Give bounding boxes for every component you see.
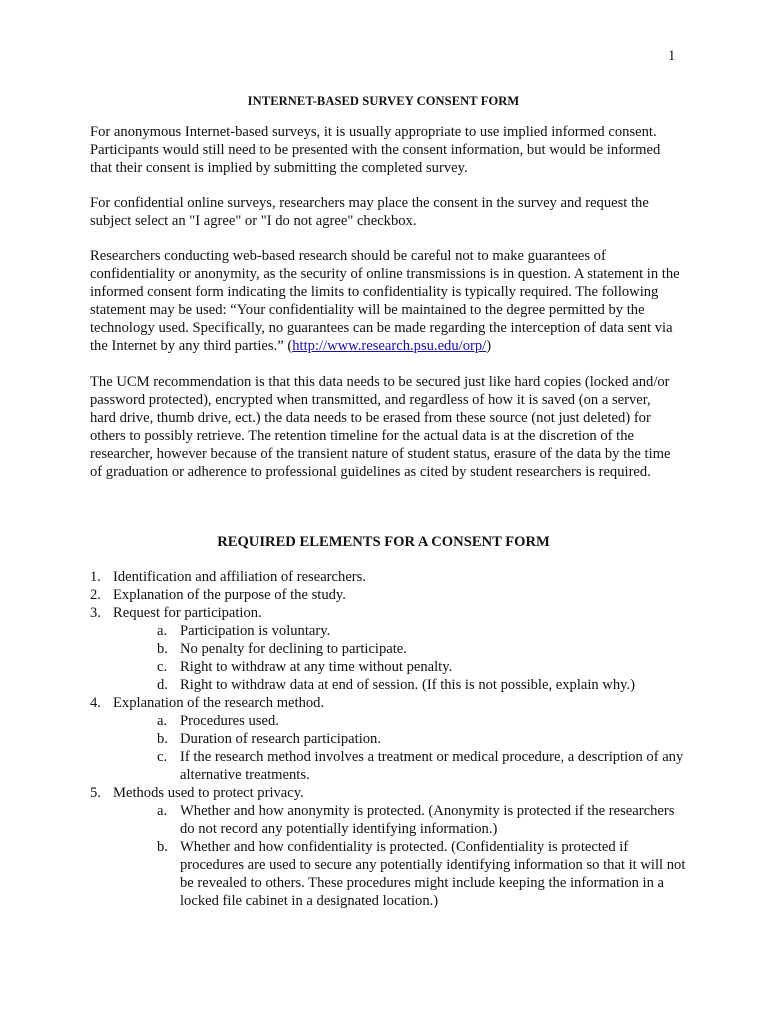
sub-list-item — [90, 622, 690, 640]
list-item-number: 1. — [90, 569, 101, 585]
list-item-text: Explanation of the purpose of the study. — [113, 587, 346, 603]
paragraph-text-end: ) — [486, 338, 492, 354]
required-elements-list — [90, 568, 690, 910]
sub-list-item-letter: c. — [157, 659, 168, 675]
list-item — [90, 568, 690, 586]
sub-list-item-letter: b. — [157, 839, 168, 855]
sub-list-item — [90, 802, 690, 838]
sub-list-item-letter: b. — [157, 731, 168, 747]
list-item-number: 4. — [90, 695, 101, 711]
sub-list-item-text: Duration of research participation. — [180, 731, 381, 747]
sub-list-item-text: No penalty for declining to participate. — [180, 641, 407, 657]
list-item-text: Methods used to protect privacy. — [113, 785, 304, 801]
sub-list-item-text: Whether and how anonymity is protected. (Anonymity is protected if the researchers do not record any potentially identifying information.) — [180, 803, 675, 837]
sub-list-item-text: Procedures used. — [180, 713, 279, 729]
list-item-number: 3. — [90, 605, 101, 621]
section-title: REQUIRED ELEMENTS FOR A CONSENT FORM — [217, 534, 550, 550]
page-number: 1 — [668, 48, 676, 64]
sub-list-item-text: Whether and how confidentiality is protected. (Confidentiality is protected if procedures are used to secure any potentially identifying information so that it will not be revealed to others. These procedures might include keeping the information in a locked file cabinet in a designated location.) — [180, 839, 686, 909]
paragraph-anonymous-surveys: For anonymous Internet-based surveys, it is usually appropriate to use implied informed consent. Participants would still need to be presented with the consent information, but would be informed that their consent is implied by submitting the completed survey. — [90, 124, 661, 176]
list-item — [90, 586, 690, 604]
sub-list-item-letter: d. — [157, 677, 168, 693]
sub-list-item — [90, 658, 690, 676]
list-item-number: 2. — [90, 587, 101, 603]
list-item-number: 5. — [90, 785, 101, 801]
sub-list-item — [90, 676, 690, 694]
orp-link[interactable]: http://www.research.psu.edu/orp/ — [292, 338, 487, 354]
document-title: INTERNET-BASED SURVEY CONSENT FORM — [247, 94, 520, 108]
sub-list-item — [90, 730, 690, 748]
sub-list-item-letter: a. — [157, 803, 168, 819]
paragraph-confidentiality-limits — [90, 247, 680, 355]
list-item — [90, 694, 690, 712]
paragraph-ucm-recommendation: The UCM recommendation is that this data needs to be secured just like hard copies (locked and/or password protected), encrypted when transmitted, and regardless of how it is saved (on a server, hard drive, thumb drive, ect.) the data needs to be erased from these source (not just deleted) for others to possibly retrieve. The retention timeline for the actual data is at the discretion of the researcher, however because of the transient nature of student status, erasure of the data by the time of graduation or adherence to professional guidelines as cited by student researchers is required. — [90, 374, 671, 480]
sub-list-item-text: Right to withdraw at any time without penalty. — [180, 659, 453, 675]
sub-list-item — [90, 712, 690, 730]
sub-list-item-text: If the research method involves a treatment or medical procedure, a description of any alternative treatments. — [180, 749, 684, 783]
sub-list-item-text: Right to withdraw data at end of session. (If this is not possible, explain why.) — [180, 677, 636, 693]
sub-list-item-text: Participation is voluntary. — [180, 623, 331, 639]
paragraph-confidential-surveys: For confidential online surveys, researchers may place the consent in the survey and request the subject select an "I agree" or "I do not agree" checkbox. — [90, 195, 649, 229]
sub-list-item — [90, 748, 690, 784]
list-item-text: Identification and affiliation of researchers. — [113, 569, 366, 585]
sub-list-item-letter: a. — [157, 713, 168, 729]
sub-list-item-letter: a. — [157, 623, 168, 639]
sub-list-item — [90, 838, 690, 910]
sub-list-item — [90, 640, 690, 658]
list-item-text: Request for participation. — [113, 605, 262, 621]
paragraph-text: Researchers conducting web-based research should be careful not to make guarantees of confidentiality or anonymity, as the security of online transmissions is in question. A statement in the informed consent form indicating the limits to confidentiality is typically required. The following statement may be used: “Your confidentiality will be maintained to the degree permitted by the technology used. Specifically, no guarantees can be made regarding the interception of data sent via the Internet by any third parties.” ( — [90, 248, 680, 354]
list-item-text: Explanation of the research method. — [113, 695, 325, 711]
list-item — [90, 604, 690, 622]
sub-list-item-letter: c. — [157, 749, 168, 765]
sub-list-item-letter: b. — [157, 641, 168, 657]
list-item — [90, 784, 690, 802]
